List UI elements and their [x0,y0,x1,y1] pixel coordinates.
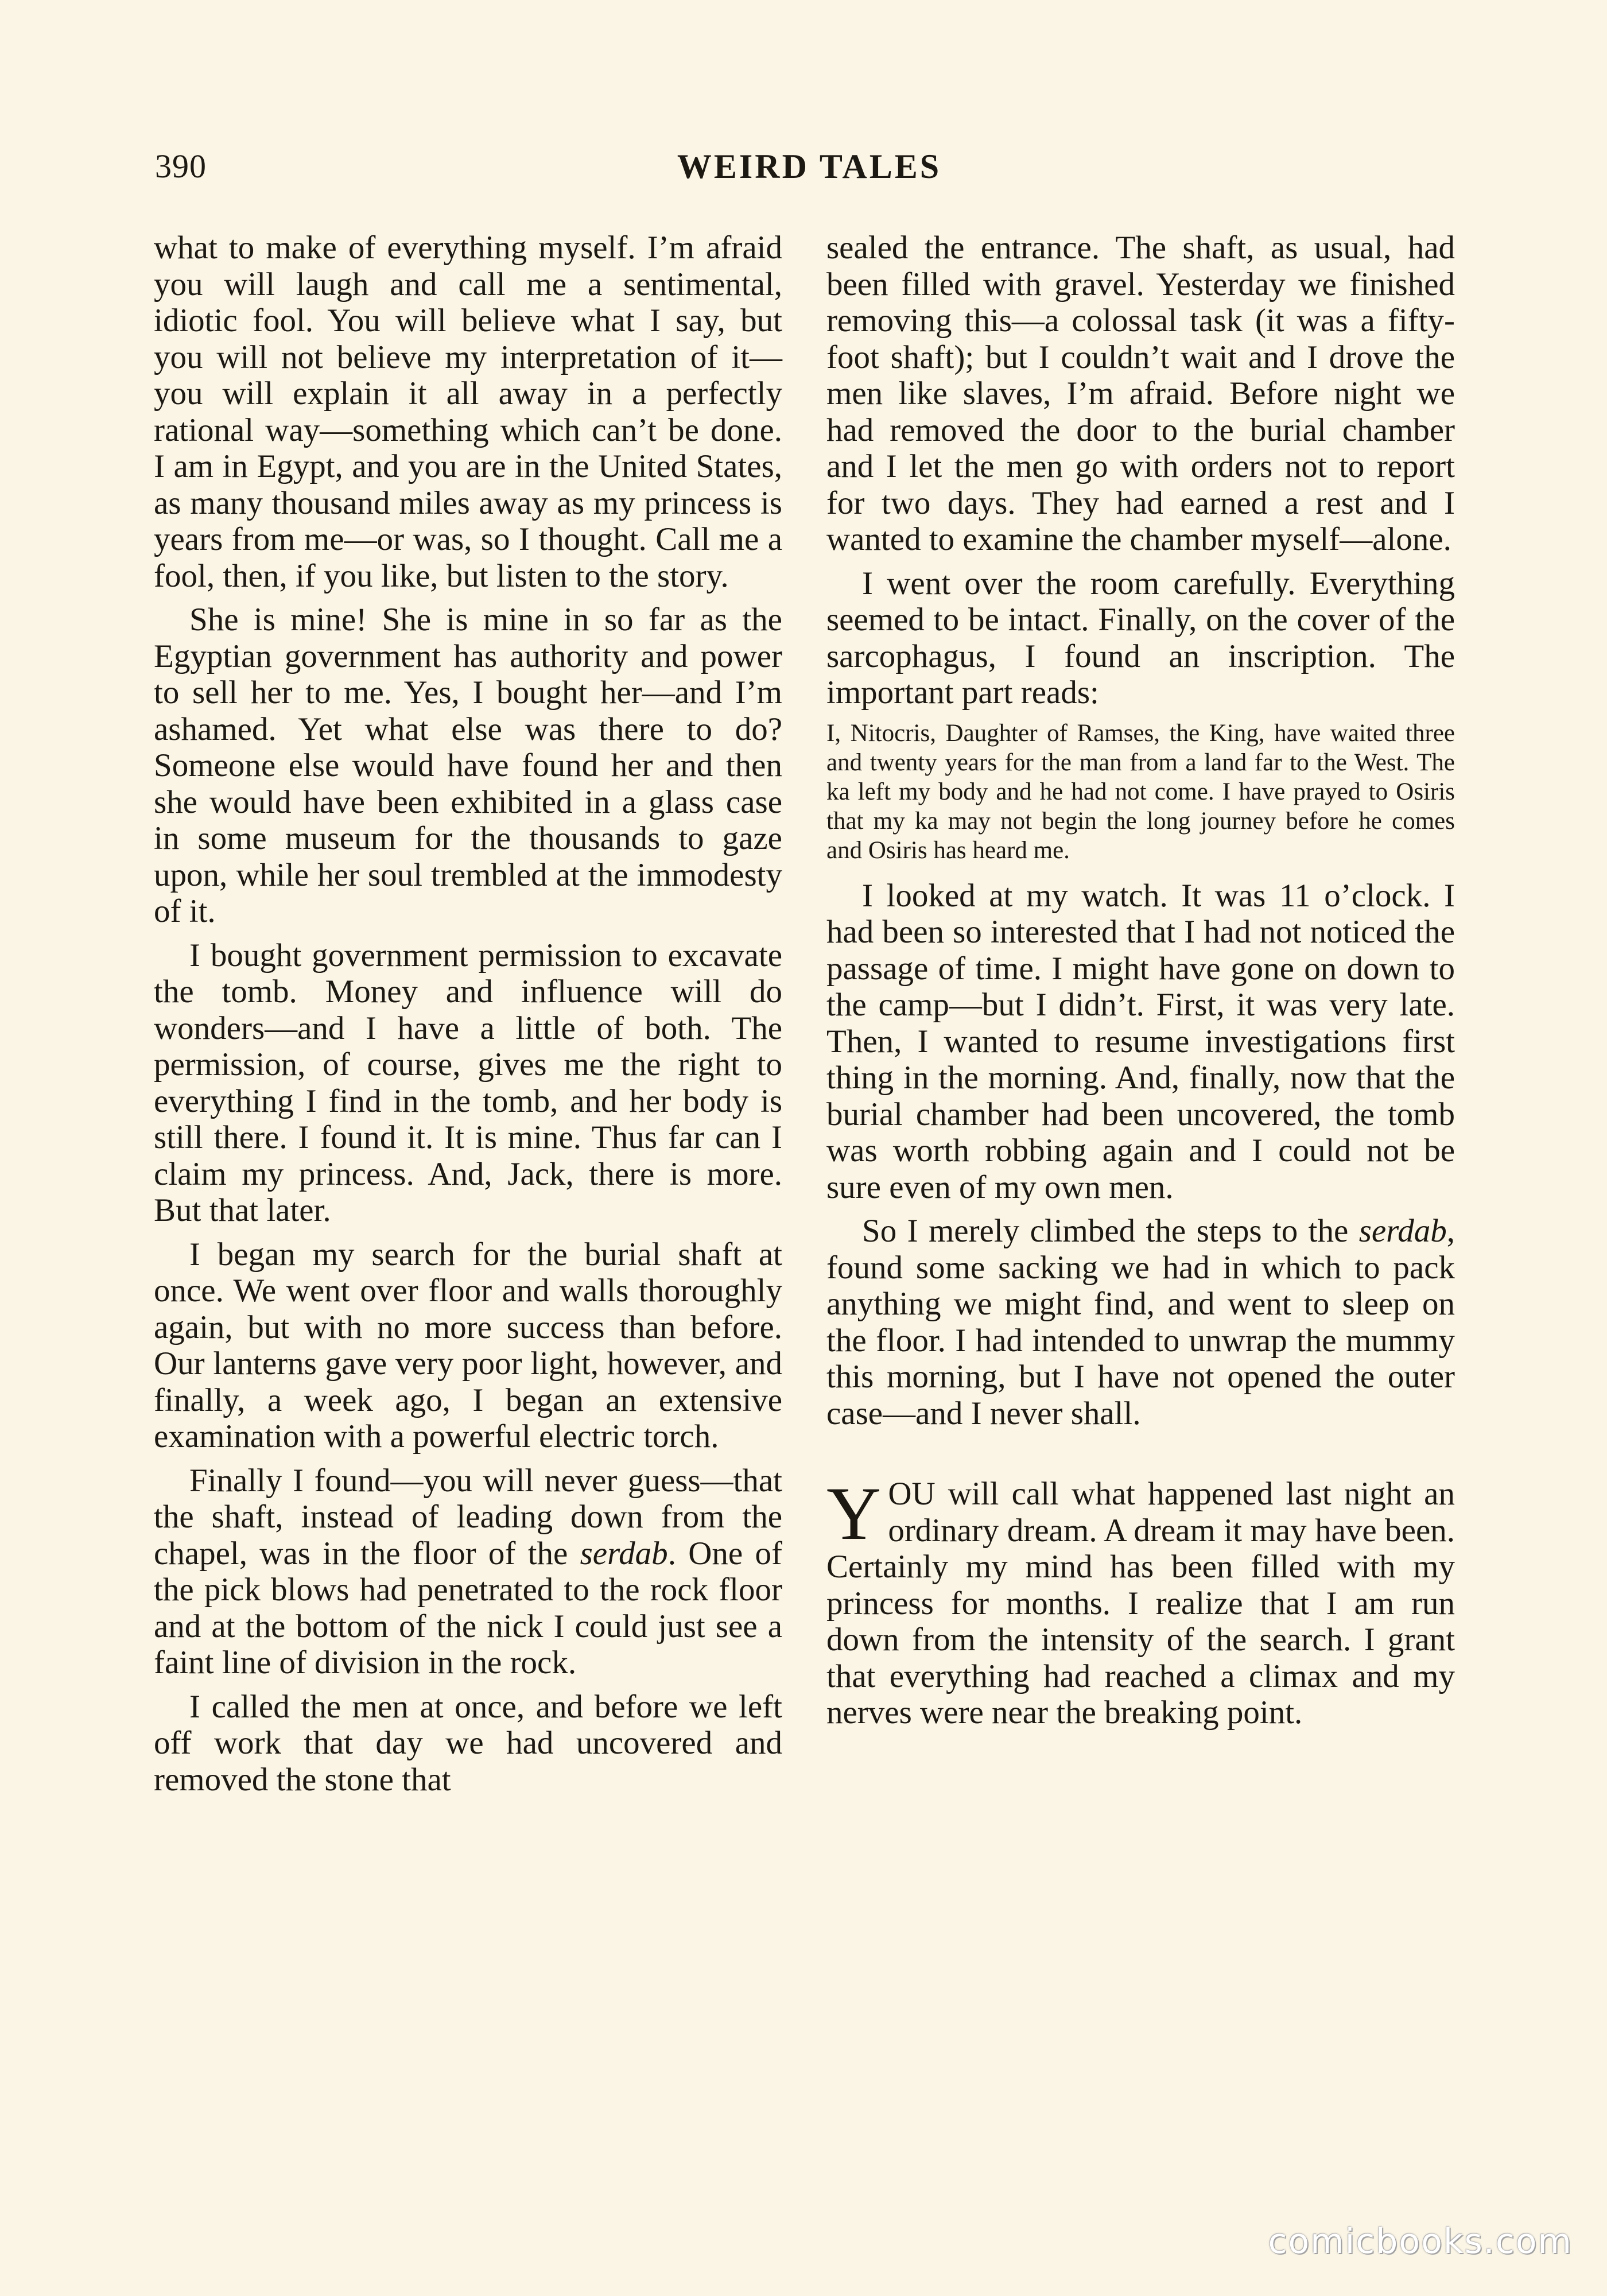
page-number: 390 [155,148,207,185]
paragraph: I began my search for the burial shaft at once. We went over floor and walls thoroughly again, but with no more success than before. Our lanterns gave very poor light, however, and finally, a week ago, I began an extensive examination with a powerful electric torch. [154,1236,782,1455]
watermark: comicbooks.com [1268,2221,1573,2262]
left-column [154,230,782,1798]
paragraph: I went over the room carefully. Everything seemed to be intact. Finally, on the cover of the sarcophagus, I found an inscription. The important part reads: [826,565,1455,711]
paragraph-continued: what to make of everything myself. I’m afraid you will laugh and call me a sentimental, idiotic fool. You will believe what I say, but you will not believe my interpretation of it—you will explain it all away in a perfectly rational way—something which can’t be done. I am in Egypt, and you are in the United States, as many thousand miles away as my princess is years from me—or was, so I thought. Call me a fool, then, if you like, but listen to the story. [154,230,782,594]
paragraph-continued: sealed the entrance. The shaft, as usual, had been filled with gravel. Yesterday we finished removing this—a colossal task (it was a fifty-foot shaft); but I couldn’t wait and I drove the men like slaves, I’m afraid. Before night we had removed the door to the burial chamber and I let the men go with orders not to report for two days. They had earned a rest and I wanted to examine the chamber myself—alone. [826,230,1455,557]
paragraph: I looked at my watch. It was 11 o’clock. I had been so interested that I had not noticed the passage of time. I might have gone on down to the camp—but I didn’t. First, it was very late. Then, I wanted to resume investigations first thing in the morning. And, finally, now that the burial chamber had been uncovered, the tomb was worth robbing again and I could not be sure even of my own men. [826,877,1455,1205]
paragraph: I bought government permission to excavate the tomb. Money and influence will do wonders—and I have a little of both. The permission, of course, gives me the right to everything I find in the tomb, and her body is still there. I found it. It is mine. Thus far can I claim my princess. And, Jack, there is more. But that later. [154,937,782,1228]
paragraph [826,1213,1455,1432]
section-opening-paragraph [826,1471,1455,1731]
text-run: . One of the pick blows had penetrated to the rock floor and at the bottom of the nick I could just see a faint line of division in the rock. [154,1535,782,1681]
inscription-text: I, Nitocris, Daughter of Ramses, the King, have waited three and twenty years for the man from a land far to the West. The ka left my body and he had not come. I have prayed to Osiris that my ka may not begin the long journey before he comes and Osiris has heard me. [826,719,1455,864]
paragraph [154,1463,782,1681]
text-run: , found some sacking we had in which to pack anything we might find, and went to sleep on the floor. I had intended to unwrap the mummy this morning, but I have not opened the outer case—and I never shall. [826,1213,1455,1432]
page-header [155,138,1464,195]
text-run: Finally I found—you will never guess—that the shaft, instead of leading down from the chapel, was in the floor of the [154,1462,782,1572]
italic-term: serdab [1358,1213,1447,1249]
section-break [826,1439,1455,1476]
italic-term: serdab [580,1535,668,1572]
text-run: OU will call what happened last night an ordinary dream. A dream it may have been. Certainly my mind has been filled with my princess for months. I realize that I am run down from the intensity of the search. I grant that everything had reached a climax and my nerves were near the breaking point. [826,1476,1455,1731]
right-column [826,230,1455,1739]
text-run: So I merely climbed the steps to the [862,1213,1359,1249]
paragraph: She is mine! She is mine in so far as the Egyptian government has authority and power to sell her to me. Yes, I bought her—and I’m ashamed. Yet what else was there to do? Someone else would have found her and then she would have been exhibited in a glass case in some museum for the thousands to gaze upon, while her soul trembled at the immodesty of it. [154,602,782,929]
paragraph: I called the men at once, and before we left off work that day we had uncovered and removed the stone that [154,1688,782,1798]
sarcophagus-inscription [826,719,1455,865]
running-title: WEIRD TALES [677,148,942,185]
drop-cap: Y [826,1471,882,1556]
